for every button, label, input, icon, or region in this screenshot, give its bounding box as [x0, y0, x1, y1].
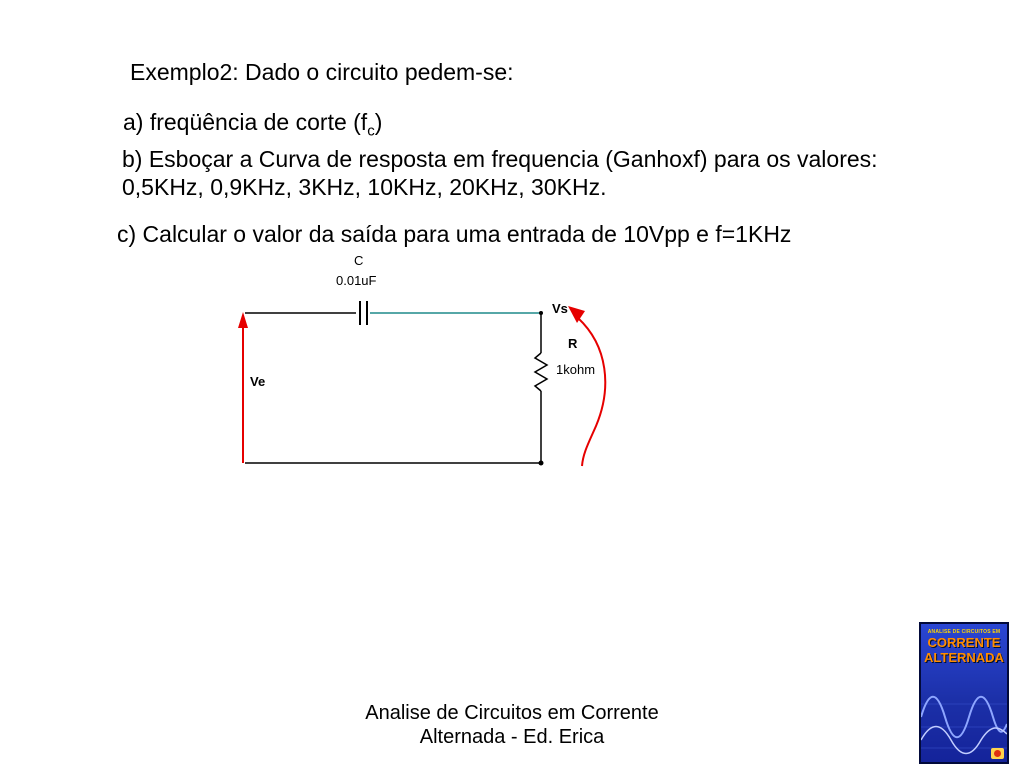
item-a — [123, 109, 382, 140]
capacitor-symbol — [360, 301, 367, 325]
capacitor-value: 0.01uF — [336, 273, 377, 288]
book-cover — [919, 622, 1009, 764]
slide-title: Exemplo2: Dado o circuito pedem-se: — [130, 59, 514, 85]
footer-line2: Alternada - Ed. Erica — [419, 726, 605, 748]
response-curve — [578, 318, 605, 466]
item-b: b) Esboçar a Curva de resposta em frequencia (Ganhoxf) para os valores: 0,5KHz, 0,9KHz, 3KHz, 10KHz, 20KHz, 30KHz. — [122, 146, 878, 200]
book-title-line2: ALTERNADA — [924, 650, 1004, 665]
circuit-diagram — [230, 248, 650, 478]
capacitor-label: C — [354, 253, 364, 268]
item-a-text: a) freqüência de corte (f — [123, 109, 368, 135]
input-arrow-head — [238, 312, 248, 328]
footer-credit — [0, 701, 1024, 749]
input-label: Ve — [250, 374, 266, 389]
resistor-value: 1kohm — [556, 362, 596, 377]
item-a-suffix: ) — [374, 109, 383, 135]
junction-dot-top — [539, 311, 543, 315]
item-c: c) Calcular o valor da saída para uma entrada de 10Vpp e f=1KHz — [117, 221, 792, 247]
book-series-title: ANALISE DE CIRCUITOS EM — [927, 629, 1001, 635]
publisher-logo — [991, 748, 1004, 759]
response-curve-arrow-head — [568, 306, 585, 323]
resistor-symbol — [535, 353, 547, 391]
item-a-subscript: c — [367, 122, 375, 140]
footer-line1: Analise de Circuitos em Corrente — [365, 702, 659, 724]
output-label: Vs — [552, 301, 568, 316]
book-title-line1: CORRENTE — [927, 635, 1001, 650]
resistor-label: R — [568, 336, 578, 351]
circuit-wires — [245, 313, 541, 463]
junction-dot-bottom — [539, 461, 544, 466]
